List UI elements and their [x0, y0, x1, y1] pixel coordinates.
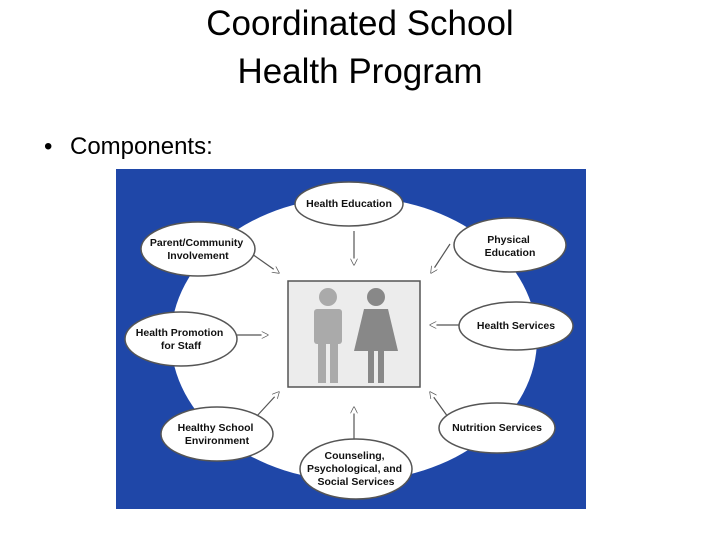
- node-physical-education: [454, 218, 566, 272]
- node-label: Social Services: [317, 476, 395, 488]
- svg-text:Health Services: [477, 320, 555, 332]
- svg-text:Healthy School Environme: [178, 422, 257, 447]
- node-label: Health Promotion: [135, 327, 224, 339]
- node-label: Environment: [184, 435, 250, 447]
- node-label: Health Services: [476, 320, 556, 332]
- node-label: Nutrition Services: [452, 422, 542, 434]
- bullet-symbol: •: [44, 133, 53, 160]
- node-label: Physical: [487, 234, 530, 246]
- node-label: Education: [484, 247, 536, 259]
- center-box: [288, 281, 420, 387]
- node-label: Involvement: [167, 250, 229, 262]
- node-nutrition-services: [439, 403, 555, 453]
- node-health-education: [295, 182, 403, 226]
- node-label: Health Education: [306, 198, 392, 210]
- node-parent-community: [141, 222, 255, 276]
- title-line-1: Coordinated School: [206, 4, 514, 43]
- node-label: for Staff: [160, 340, 202, 352]
- node-label: Psychological, and: [306, 463, 403, 475]
- node-healthy-school-environment: [161, 407, 273, 461]
- svg-text:Physical Education: [485, 234, 536, 259]
- bullet-item: [44, 130, 213, 164]
- node-label: Healthy School: [177, 422, 254, 434]
- csh-program-diagram: [116, 169, 586, 509]
- slide-title: [0, 0, 720, 96]
- node-label: Counseling,: [324, 450, 385, 462]
- node-label: Parent/Community: [149, 237, 244, 249]
- svg-text:Nutrition Services: [452, 422, 542, 434]
- bullet-text: Components:: [70, 133, 213, 160]
- svg-text:Health Education: [306, 198, 392, 210]
- node-health-promotion-staff: [125, 312, 237, 366]
- node-counseling: [300, 439, 412, 499]
- node-health-services: [459, 302, 573, 350]
- title-line-2: Health Program: [237, 52, 483, 91]
